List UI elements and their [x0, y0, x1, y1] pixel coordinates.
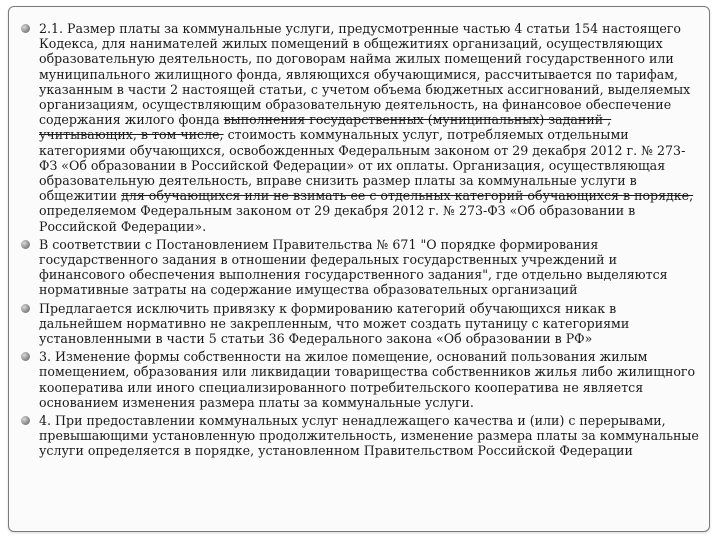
- text-segment: В соответствии с Постановлением Правительства № 671 "О порядке формирования государственного задания в отношении федеральных государственных учреждений и финансового обеспечения выполнения государственного задания", где отдельно выделяются нормативные затраты на содержание имущества образовательных организаций: [39, 236, 668, 298]
- bullet-icon: [21, 24, 30, 33]
- list-item: [21, 237, 701, 298]
- paragraph: [39, 21, 701, 234]
- text-segment: 2.1. Размер платы за коммунальные услуги, предусмотренные частью 4 статьи 154 настоящего Кодекса, для нанимателей жилых помещений в общежитиях организаций, осуществляющих образовательную деятельность, по договорам найма жилых помещений государственного или муниципального жилищного фонда, являющихся обучающимися, рассчитывается по тарифам, указанным в части 2 настоящей статьи, с учетом объема бюджетных ассигнований, выделяемых организациям, осуществляющим образовательную деятельность, на финансовое обеспечение содержания жилого фонда: [39, 21, 691, 128]
- strikethrough-text: для обучающихся или не взимать ее с отдельных категорий обучающихся в порядке,: [121, 188, 694, 204]
- list-item: [21, 413, 701, 459]
- list-item: [21, 349, 701, 410]
- list-item: [21, 21, 701, 234]
- bullet-icon: [21, 352, 30, 361]
- slide-frame: [8, 6, 710, 532]
- text-segment: стоимость коммунальных услуг, потребляемых отдельными категориями обучающихся, освобожденных Федеральным законом от 29 декабря 2012 г. № 273-ФЗ «Об образовании в Российской Федерации» от их оплаты. Организация, осуществляющая образовательную деятельность, вправе снизить размер платы за коммунальные услуги в общежитии: [39, 127, 686, 204]
- text-segment: определяемом Федеральным законом от 29 декабря 2012 г. № 273-ФЗ «Об образовании в Российской Федерации».: [39, 203, 636, 234]
- bullet-icon: [21, 240, 30, 249]
- bullet-list: [21, 21, 701, 459]
- paragraph: [39, 349, 701, 410]
- text-segment: 4. При предоставлении коммунальных услуг ненадлежащего качества и (или) с перерывами, превышающими установленную продолжительность, изменение размера платы за коммунальные услуги определяется в порядке, установленном Правительством Российской Федерации: [39, 413, 699, 459]
- bullet-icon: [21, 416, 30, 425]
- text-segment: 3. Изменение формы собственности на жилое помещение, оснований пользования жилым помещением, образования или ликвидации товарищества собственников жилья либо жилищного кооператива или иного специализированного потребительского кооператива не является основанием изменения размера платы за коммунальные услуги.: [39, 349, 696, 410]
- list-item: [21, 301, 701, 347]
- paragraph: [39, 237, 701, 298]
- paragraph: [39, 301, 701, 347]
- text-segment: Предлагается исключить привязку к формированию категорий обучающихся никак в дальнейшем нормативно не закрепленным, что может создать путаницу с категориями установленными в части 5 статьи 36 Федерального закона «Об образовании в РФ»: [39, 300, 630, 347]
- bullet-icon: [21, 304, 30, 313]
- slide-content: [21, 21, 701, 462]
- strikethrough-text: выполнения государственных (муниципальных) заданий , учитывающих, в том числе,: [39, 112, 612, 143]
- paragraph: [39, 413, 701, 459]
